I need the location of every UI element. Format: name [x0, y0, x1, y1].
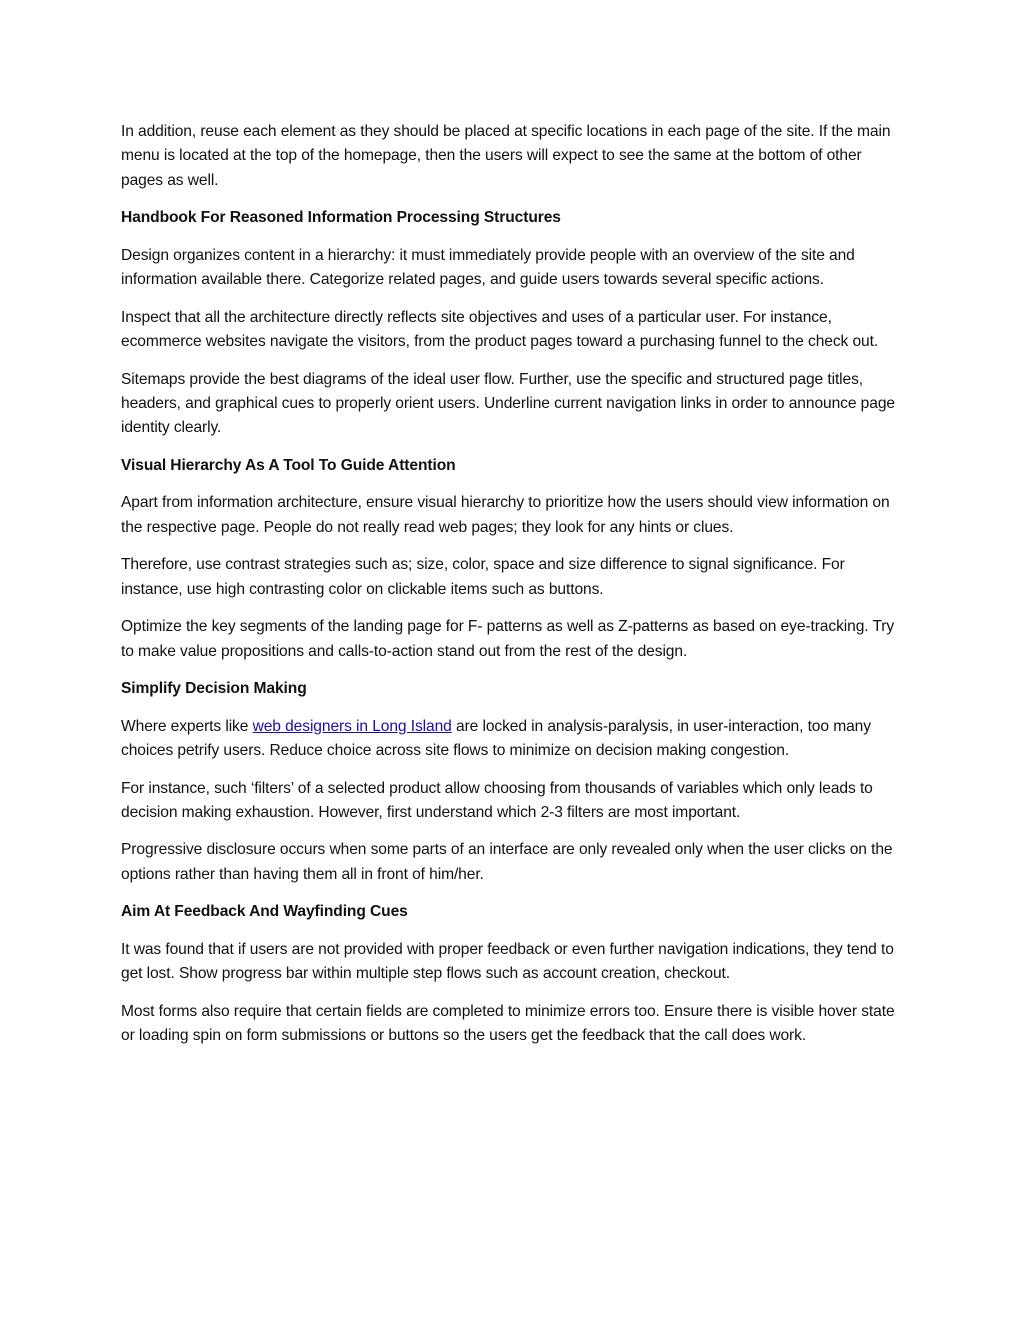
paragraph-design-hierarchy: Design organizes content in a hierarchy: it must immediately provide people with an overview of the site and information available there. Categorize related pages, and guide users towards several specific actions.: [121, 246, 855, 289]
paragraph-sitemaps: Sitemaps provide the best diagrams of the ideal user flow. Further, use the specific and structured page titles, headers, and graphical cues to properly orient users. Underline current navigation links in order to announce page identity clearly.: [121, 370, 895, 437]
paragraph-feedback: It was found that if users are not provided with proper feedback or even further navigation indications, they tend to get lost. Show progress bar within multiple step flows such as account creation, checkout.: [121, 940, 894, 983]
paragraph-architecture-objectives: Inspect that all the architecture directly reflects site objectives and uses of a particular user. For instance, ecommerce websites navigate the visitors, from the product pages toward a purchasing funnel to the check out.: [121, 308, 879, 351]
heading-feedback-wayfinding: Aim At Feedback And Wayfinding Cues: [121, 903, 408, 921]
paragraph-progressive-disclosure: Progressive disclosure occurs when some parts of an interface are only revealed only when the user clicks on the options rather than having them all in front of him/her.: [121, 841, 893, 883]
paragraph-f-z-patterns: Optimize the key segments of the landing page for F- patterns as well as Z-patterns as based on eye-tracking. Try to make value propositions and calls-to-action stand out from the rest of the design.: [121, 618, 895, 660]
paragraph-filters: For instance, such ‘filters’ of a selected product allow choosing from thousands of variables which only leads to decision making exhaustion. However, first understand which 2-3 filters are most important.: [121, 779, 873, 821]
paragraph-forms: Most forms also require that certain fields are completed to minimize errors too. Ensure there is visible hover state or loading spin on form submissions or buttons so the users get the feedback that the call does work.: [121, 1002, 895, 1045]
paragraph-analysis-paralysis: [121, 715, 906, 764]
paragraph-information-architecture: Apart from information architecture, ensure visual hierarchy to prioritize how the users should view information on the respective page. People do not really read web pages; they look for any hints or clues.: [121, 494, 890, 536]
web-designers-link[interactable]: web designers in Long Island: [252, 717, 452, 735]
document-body: [121, 120, 906, 1062]
heading-information-structures: Handbook For Reasoned Information Processing Structures: [121, 209, 561, 227]
text-before-link: Where experts like: [121, 717, 253, 735]
text-after-link: are locked in analysis-paralysis, in user-interaction, too many choices petrify users. Reduce choice across site flows to minimize on decision making congestion.: [121, 717, 871, 760]
heading-simplify-decision: Simplify Decision Making: [121, 680, 307, 698]
paragraph-contrast-strategies: Therefore, use contrast strategies such as; size, color, space and size difference to signal significance. For instance, use high contrasting color on clickable items such as buttons.: [121, 556, 845, 598]
heading-visual-hierarchy: Visual Hierarchy As A Tool To Guide Attention: [121, 456, 456, 474]
paragraph-reuse-elements: In addition, reuse each element as they should be placed at specific locations in each page of the site. If the main menu is located at the top of the homepage, then the users will expect to see the same at the bottom of other pages as well.: [121, 123, 891, 189]
